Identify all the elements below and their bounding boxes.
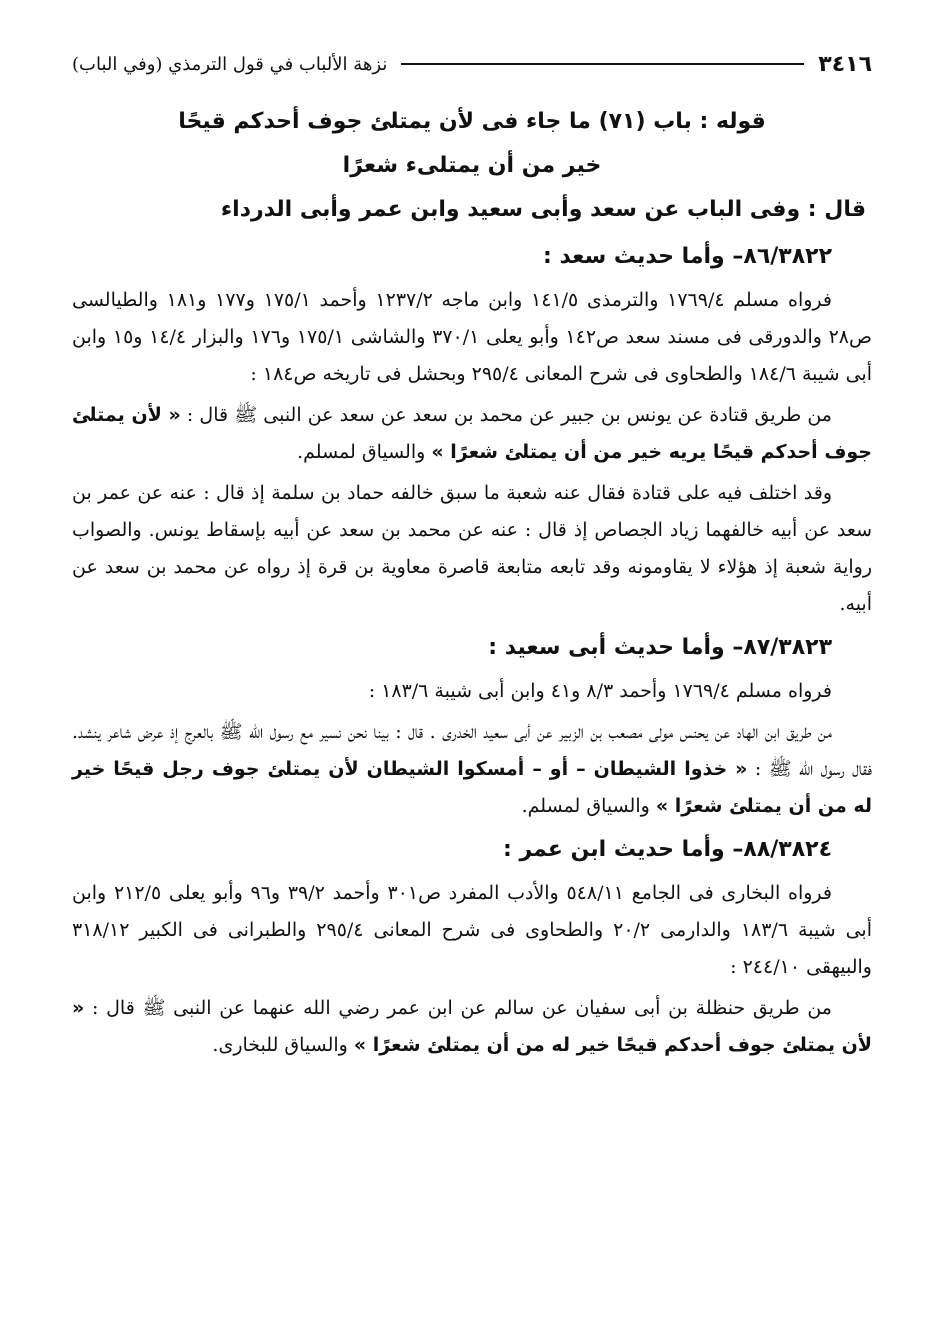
chapter-title-line-2: خير من أن يمتلىء شعرًا xyxy=(342,153,602,178)
siyaq-saad: والسياق لمسلم. xyxy=(297,441,426,463)
hadith-abu-said xyxy=(72,714,872,825)
siyaq-abu-said: والسياق لمسلم. xyxy=(521,795,650,817)
page-number: ٣٤١٦ xyxy=(818,51,872,77)
hadith-ibn-umar xyxy=(72,990,872,1064)
note-saad: وقد اختلف فيه على قتادة فقال عنه شعبة ما سبق خالفه حماد بن سلمة إذ قال : عنه عن عمر بن سعد عن أبيه خالفهما زياد الجصاص إذ قال : عنه عن محمد بن سعد عن أبيه بإسقاط يونس. والصواب رواية شعبة إذ هؤلاء لا يقاومونه وقد تابعه متابعة قاصرة معاوية بن قرة إذ رواه عن محمد بن سعد عن أبيه. xyxy=(72,482,872,615)
section-heading-ibn-umar: ٨٨/٣٨٢٤– وأما حديث ابن عمر : xyxy=(503,837,832,862)
hadith-saad xyxy=(72,397,872,471)
chapter-title-line-1: قوله : باب (٧١) ما جاء فى لأن يمتلئ جوف أحدكم قيحًا xyxy=(178,109,766,134)
chapter-title-line-3: قال : وفى الباب عن سعد وأبى سعيد وابن عمر وأبى الدرداء xyxy=(220,197,866,222)
matn-abu-said: « خذوا الشيطان – أو – أمسكوا الشيطان لأن يمتلئ جوف رجل قيحًا خير له من أن يمتلئ شعرًا » xyxy=(72,758,872,817)
isnad-abu-said: من طريق ابن الهاد عن يحنس مولى مصعب بن الزبير عن أبى سعيد الخدرى . قال : بينا نحن نسير مع رسول الله ﷺ بالعرج إذ عرض شاعر ينشد. فقال رسول الله ﷺ : xyxy=(72,721,873,780)
takhrij-abu-said: فرواه مسلم ١٧٦٩/٤ وأحمد ٨/٣ و٤١ وابن أبى شيبة ١٨٣/٦ : xyxy=(368,680,832,702)
header-rule xyxy=(401,63,804,65)
running-title: نزهة الألباب في قول الترمذي (وفي الباب) xyxy=(72,53,388,75)
isnad-ibn-umar: من طريق حنظلة بن أبى سفيان عن سالم عن ابن عمر رضي الله عنهما عن النبى ﷺ قال : xyxy=(92,997,832,1019)
takhrij-saad: فرواه مسلم ١٧٦٩/٤ والترمذى ١٤١/٥ وابن ماجه ١٢٣٧/٢ وأحمد ١٧٥/١ و١٧٧ و١٨١ والطيالسى ص٢٨ والدورقى فى مسند سعد ص١٤٢ وأبو يعلى ٣٧٠/١ والشاشى ١٧٥/١ و١٧٦ والبزار ١٤/٤ و١٥ وابن أبى شيبة ١٨٤/٦ والطحاوى فى شرح المعانى ٢٩٥/٤ وبحشل فى تاريخه ص١٨٤ : xyxy=(72,289,872,385)
matn-saad: « لأن يمتلئ جوف أحدكم قيحًا يريه خير من أن يمتلئ شعرًا » xyxy=(72,404,872,463)
section-heading-saad: ٨٦/٣٨٢٢– وأما حديث سعد : xyxy=(542,244,832,269)
running-header xyxy=(72,44,872,84)
takhrij-ibn-umar: فرواه البخارى فى الجامع ٥٤٨/١١ والأدب المفرد ص٣٠١ وأحمد ٣٩/٢ و٩٦ وأبو يعلى ٢١٢/٥ وابن أبى شيبة ١٨٣/٦ والدارمى ٢٠/٢ والطحاوى فى شرح المعانى ٢٩٥/٤ والطبرانى فى الكبير ٣١٨/١٢ والبيهقى ٢٤٤/١٠ : xyxy=(72,882,872,978)
siyaq-ibn-umar: والسياق للبخارى. xyxy=(212,1034,348,1056)
section-heading-abu-said: ٨٧/٣٨٢٣– وأما حديث أبى سعيد : xyxy=(488,635,832,660)
isnad-saad: من طريق قتادة عن يونس بن جبير عن محمد بن سعد عن سعد عن النبى ﷺ قال : xyxy=(186,404,832,426)
matn-ibn-umar: « لأن يمتلئ جوف أحدكم قيحًا خير له من أن يمتلئ شعرًا » xyxy=(72,997,872,1056)
